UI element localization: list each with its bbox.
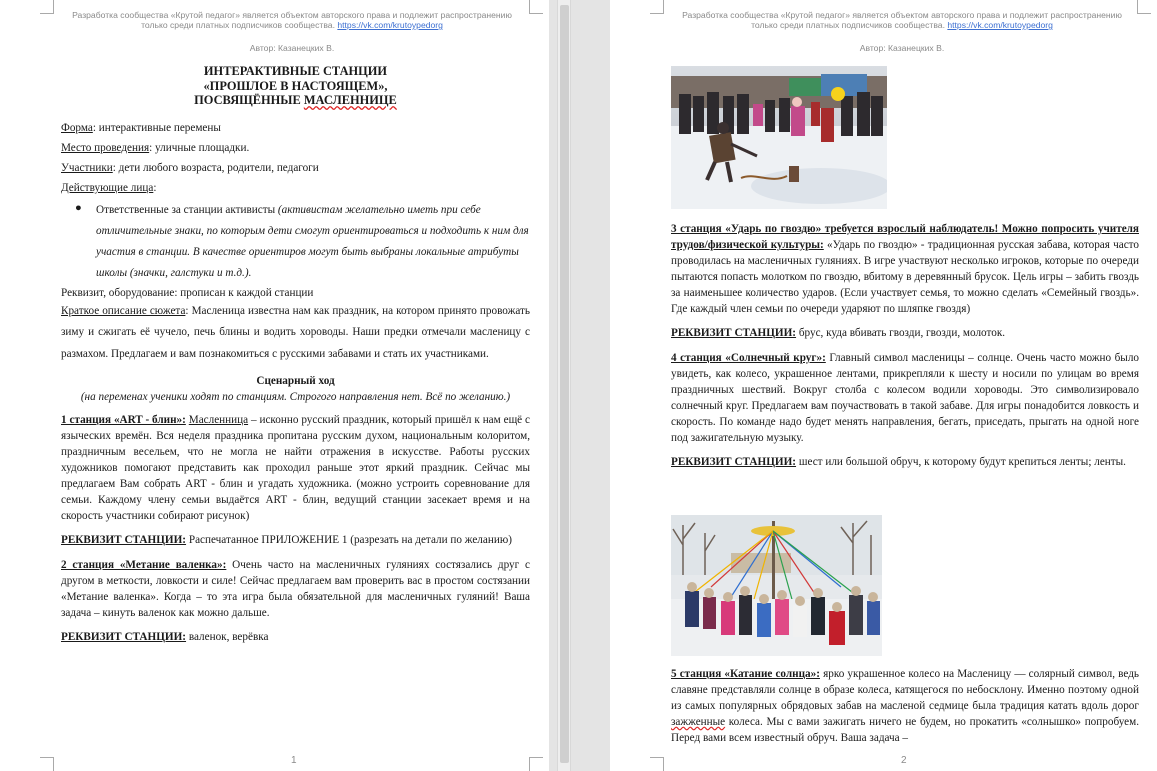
station-2-props <box>61 629 530 645</box>
characters-line <box>61 180 530 196</box>
title-text: ПОСВЯЩЁННЫЕ <box>194 93 304 108</box>
station-2-label: 2 станция «Метание валенка»: <box>61 559 227 572</box>
characters-label: Действующие лица <box>61 181 154 194</box>
props-label: РЕКВИЗИТ СТАНЦИИ: <box>61 534 187 547</box>
station-3-props <box>671 325 1139 341</box>
copyright-notice-cont: только среди платных подписчиков сообщества. <box>751 20 945 30</box>
props-label: РЕКВИЗИТ СТАНЦИИ: <box>671 456 797 468</box>
page-1-body <box>61 64 530 654</box>
station-3-text: «Ударь по гвоздю» - традиционная русская забава, которая часто проводилась на масленичных гуляниях. В игре участвуют несколько игроков, которые по очереди пытаются попасть молотком по гвоздю, вбитому в деревянный брусок. Цель игры – забить гвоздь за наименьшее количество ударов. (Если участвует семья, то можно сделать «Семейный гвоздь». Где каждый член семьи по очереди ударяют по шляпке гвоздя) <box>671 239 1139 315</box>
props-text: брус, куда вбивать гвозди, гвозди, молоток. <box>796 327 1006 339</box>
crop-mark <box>529 0 543 14</box>
station-1-paragraph <box>61 412 530 524</box>
form-label: Форма <box>61 121 93 134</box>
photo-sun-circle-game-image <box>671 515 882 656</box>
station-5-paragraph <box>671 666 1139 746</box>
author-line: Автор: Казанецких В. <box>249 43 335 53</box>
bullet-icon: ● <box>75 201 82 214</box>
bullet-note: (активистам желательно иметь при себе отличительные знаки, по которым дети смогут ориентироваться и подходить к ним для участия в станции. В качестве ориентиров могут быть выбраны локальные атрибуты школы (значки, галстуки и т.д.). <box>96 203 529 279</box>
summary-text: : Масленица известна нам как праздник, на котором принято провожать зиму и сжигать её чучело, печь блины и водить хороводы. Наши предки отмечали масленицу с размахом. Предлагаем и вам познакомиться с русскими забавами и стать их участниками. <box>61 304 531 360</box>
copyright-notice-cont: только среди платных подписчиков сообщества. <box>141 20 335 30</box>
characters-colon: : <box>153 181 157 194</box>
props-label: РЕКВИЗИТ СТАНЦИИ: <box>671 327 797 339</box>
form-line <box>61 120 530 136</box>
station-2-text: Очень часто на масленичных гуляниях состязались друг с другом в меткости, ловкости и силе! Сейчас предлагаем вам проверить вас в простом состязании «Метание валенка». Когда – то эта игра была обязательной для масленичных гуляний! Ваша задача – кинуть валенок как можно дальше. <box>61 559 530 620</box>
station-1-props <box>61 532 530 548</box>
station-4-props <box>671 454 1139 470</box>
station-4-text: Главный символ масленицы – солнце. Очень часто можно было увидеть, как колесо, украшенное лентами, прикрепляли к шесту и носили по улицам во время праздничных шествий. Вокруг столба с колесом водили хороводы. Это символизировало солнечный круг. Предлагаем вам поучаствовать в такой забаве. Для игры понадобится ловкость и скорость. По команде надо будет менять направления, бегать, приседать, прыгать на одной ноге под зажигательную музыку. <box>671 352 1140 444</box>
crop-mark <box>40 0 54 14</box>
community-link[interactable]: https://vk.com/krutoypedorg <box>337 20 443 30</box>
place-value: : уличные площадки. <box>149 141 250 154</box>
station-2-paragraph <box>61 557 530 621</box>
scenario-subheading: (на переменах ученики ходят по станциям. Строгого направления нет. Всё по желанию.) <box>80 391 511 404</box>
station-1-label: 1 станция «ART - блин»: <box>61 414 186 427</box>
station-3-label: 3 станция «Ударь по гвоздю» требуется взрослый наблюдатель! Можно попросить учителя трудов/физической культуры: <box>671 223 1139 251</box>
bullet-main: Ответственные за станции активисты <box>96 203 278 216</box>
station-5-label: 5 станция «Катание солнца»: <box>671 668 820 680</box>
title-line <box>61 93 530 108</box>
station-4-paragraph <box>671 350 1139 446</box>
crop-mark <box>529 757 543 771</box>
crop-mark <box>40 757 54 771</box>
props-text: валенок, верёвка <box>186 631 269 644</box>
participants-value: : дети любого возраста, родители, педагоги <box>112 161 319 174</box>
participants-line <box>61 160 530 176</box>
station-4-label: 4 станция «Солнечный круг»: <box>671 352 826 364</box>
copyright-notice: Разработка сообщества «Крутой педагог» является объектом авторского права и подлежит распространению <box>72 10 512 20</box>
spellcheck-word: Масленница <box>188 414 249 427</box>
summary-paragraph <box>61 301 530 366</box>
page-2-body-top <box>671 221 1139 479</box>
page-header <box>54 10 530 30</box>
document-title <box>61 64 530 108</box>
form-value: : интерактивные перемены <box>92 121 221 134</box>
crop-mark <box>1137 0 1151 14</box>
crop-mark <box>650 757 664 771</box>
vertical-scrollbar[interactable] <box>557 0 571 771</box>
title-line: ИНТЕРАКТИВНЫЕ СТАНЦИИ <box>203 64 388 78</box>
bullet-item <box>75 200 530 284</box>
page-number: 2 <box>901 755 907 766</box>
bullet-text <box>96 200 530 284</box>
place-label: Место проведения <box>61 141 150 154</box>
props-text: шест или большой обруч, к которому будут крепиться ленты; ленты. <box>796 456 1126 468</box>
page-number: 1 <box>291 755 297 766</box>
page-2-body-bottom <box>671 666 1139 746</box>
spellcheck-word: зажженные <box>671 716 726 728</box>
place-line <box>61 140 530 156</box>
copyright-notice: Разработка сообщества «Крутой педагог» является объектом авторского права и подлежит распространению <box>682 10 1122 20</box>
page-header <box>665 10 1139 30</box>
props-text: Распечатанное ПРИЛОЖЕНИЕ 1 (разрезать на детали по желанию) <box>186 534 512 547</box>
summary-label: Краткое описание сюжета <box>61 304 186 317</box>
author-line: Автор: Казанецких В. <box>859 43 945 53</box>
scenario-heading: Сценарный ход <box>256 375 335 388</box>
photo-maslenitsa-game <box>671 66 887 209</box>
station-5-text-cont: колеса. Мы с вами зажигать ничего не будем, но прокатить «солнышко» попробуем. Перед вами всем известный обруч. Ваша задача – <box>671 716 1139 744</box>
station-3-paragraph <box>671 221 1139 317</box>
photo-sun-circle-game <box>671 515 882 656</box>
document-page-1 <box>0 0 549 771</box>
photo-maslenitsa-game-image <box>671 66 887 209</box>
title-line: «ПРОШЛОЕ В НАСТОЯЩЕМ», <box>203 78 388 93</box>
scrollbar-thumb[interactable] <box>560 5 569 763</box>
document-page-2 <box>610 0 1157 771</box>
station-5-text: ярко украшенное колесо на Масленицу — солярный символ, ведь славяне представляли солнце в образе колеса, катящегося по небосклону. Именно поэтому одной из самых популярных обрядовых забав на масленой седмице была традиция катать вдоль дорог <box>671 668 1139 712</box>
crop-mark <box>650 0 664 14</box>
station-1-text: – исконно русский праздник, который пришёл к нам ещё с языческих времён. Вся неделя праздника пропитана русским духом, национальным колоритом, праздничным весельем, что не могла не найти отражения в искусстве. Работы русских художников помогают представить как проходил раньше этот яркий праздник. Сейчас мы предлагаем Вам собрать ART - блин и угадать художника. (можно устроить соревнование для семьи. Каждому члену семьи выдаётся ART - блин, ведущий станции засекает время и на скорость участники собирают рисунок) <box>61 414 530 523</box>
props-label: РЕКВИЗИТ СТАНЦИИ: <box>61 631 187 644</box>
spellcheck-word: МАСЛЕННИЦЕ <box>303 93 397 108</box>
participants-label: Участники <box>61 161 113 174</box>
community-link[interactable]: https://vk.com/krutoypedorg <box>947 20 1053 30</box>
props-line: Реквизит, оборудование: прописан к каждой станции <box>61 286 314 299</box>
